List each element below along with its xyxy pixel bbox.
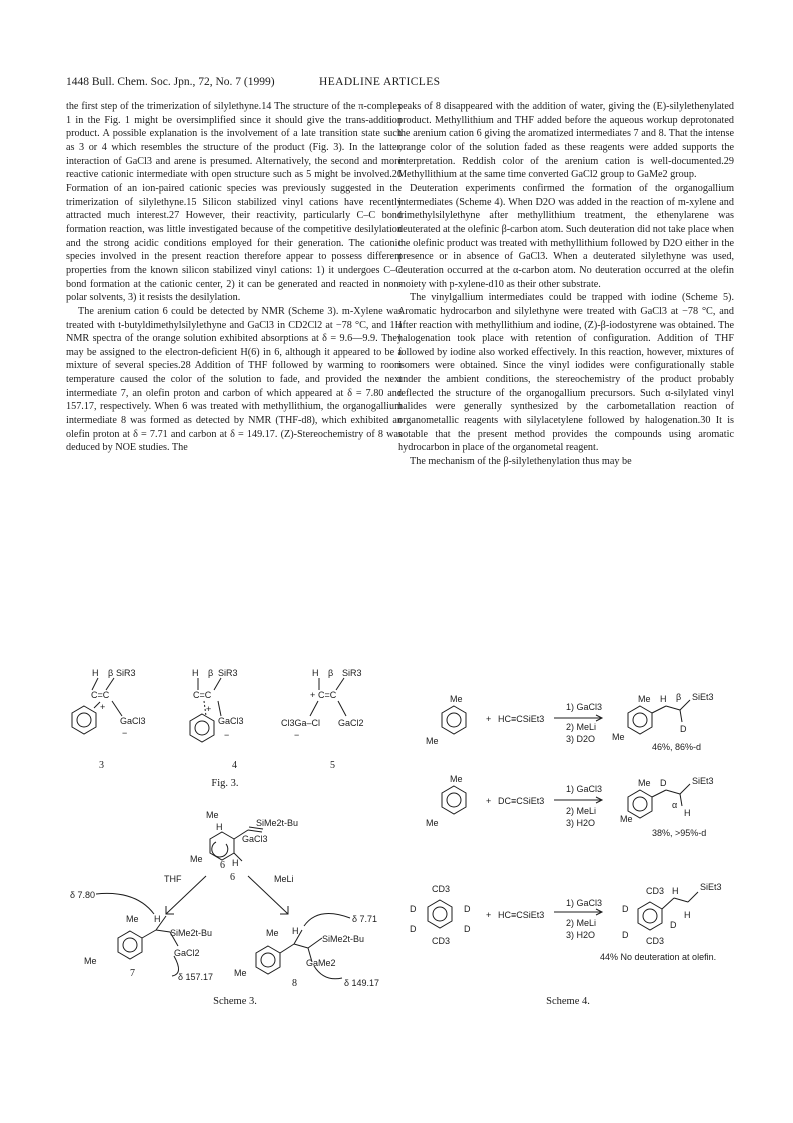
svg-text:D: D — [622, 930, 629, 940]
svg-text:1) GaCl3: 1) GaCl3 — [566, 702, 603, 712]
svg-text:C=C: C=C — [318, 690, 337, 700]
svg-text:SiMe2t-Bu: SiMe2t-Bu — [322, 934, 365, 944]
svg-text:Me: Me — [206, 810, 219, 820]
svg-text:SiR3: SiR3 — [218, 668, 238, 678]
svg-text:−: − — [224, 730, 230, 740]
svg-text:2) MeLi: 2) MeLi — [566, 918, 597, 928]
svg-text:SiEt3: SiEt3 — [700, 882, 722, 892]
compound-label-3: 3 — [99, 760, 104, 771]
section-title: HEADLINE ARTICLES — [319, 76, 441, 88]
svg-text:H: H — [192, 668, 199, 678]
svg-text:CD3: CD3 — [646, 886, 665, 896]
paragraph: The mechanism of the β-silylethenylation thus may be — [410, 456, 632, 468]
svg-text:H: H — [684, 808, 691, 818]
page-header — [66, 76, 746, 92]
compound-label-7: 7 — [130, 968, 135, 979]
svg-text:GaMe2: GaMe2 — [306, 958, 336, 968]
result-1: 46%, 86%-d — [652, 742, 702, 752]
paragraph: the first step of the trimerization of silylethyne.14 The structure of the π-complex 1 in the Fig. 1 might be oversimplified since it should give the trans-addition product. A possible explanation is the involvement of a late transition state such as 3 or 4 which resembles the structure of the product (Fig. 3). In the latter, interaction of GaCl3 and arene is presumed. Alternatively, the second and more reactive cationic intermediate with open structure such as 5 might be involved.26 Formation of an ion-paired cationic species was previously suggested in the trimerization of silylethyne.15 Silicon stabilized vinyl cations have recently attracted much interest.27 However, their reactivity, particularly C–C bond formation reaction, was little investigated because of the competitive desilylation and the strong acidic conditions employed for their generation. The cationic species involved in the present reaction therefore appear to possess different properties from the known silicon stabilized vinyl cations: 1) it undergoes C–C bond formation at the cationic center, 2) it can be generated and reacted in non-polar solvents, 3) it resists the desilylation. — [66, 101, 402, 304]
svg-text:C=C: C=C — [91, 690, 110, 700]
svg-text:Me: Me — [426, 736, 439, 746]
paragraph: peaks of 8 disappeared with the addition of water, giving the (E)-silylethenylated product. Methyllithium and THF added before the aqueous workup deprotonated the arenium cation 6 giving the aromatized intermediates 7 and 8. That the intense orange color of the solution faded as these reagents were added supports the interpretation. Reddish color of the arenium cation is well-documented.29 Methyllithium at the same time converted GaCl2 group to GaMe2 group. — [398, 101, 734, 181]
svg-text:D: D — [464, 924, 471, 934]
svg-text:H: H — [312, 668, 319, 678]
svg-text:H: H — [154, 914, 161, 924]
svg-text:Me: Me — [612, 732, 625, 742]
svg-text:SiEt3: SiEt3 — [692, 692, 714, 702]
svg-text:D: D — [410, 924, 417, 934]
svg-text:GaCl2: GaCl2 — [174, 948, 200, 958]
svg-text:Me: Me — [450, 694, 463, 704]
svg-text:+: + — [486, 714, 492, 724]
svg-text:2) MeLi: 2) MeLi — [566, 722, 597, 732]
svg-text:+: + — [486, 910, 492, 920]
alkyne-1: HC≡CSiEt3 — [498, 714, 545, 724]
compound-label-4: 4 — [232, 760, 237, 771]
svg-text:Me: Me — [450, 774, 463, 784]
reagent-meli: MeLi — [274, 874, 294, 884]
svg-text:D: D — [464, 904, 471, 914]
svg-text:GaCl3: GaCl3 — [120, 716, 146, 726]
fig3-structures — [66, 664, 406, 774]
svg-text:D: D — [622, 904, 629, 914]
svg-text:3) H2O: 3) H2O — [566, 818, 596, 828]
svg-text:H: H — [232, 858, 239, 868]
scheme3-diagram — [66, 806, 396, 996]
svg-text:2) MeLi: 2) MeLi — [566, 806, 597, 816]
shift-h7: δ 7.80 — [70, 890, 96, 900]
svg-text:D: D — [680, 724, 687, 734]
svg-text:CD3: CD3 — [432, 884, 451, 894]
svg-text:GaCl3: GaCl3 — [218, 716, 244, 726]
svg-text:−: − — [294, 730, 300, 740]
svg-text:1) GaCl3: 1) GaCl3 — [566, 898, 603, 908]
svg-text:H: H — [684, 910, 691, 920]
svg-text:+: + — [206, 704, 212, 714]
svg-text:Me: Me — [620, 814, 633, 824]
paragraph: Deuteration experiments confirmed the formation of the organogallium intermediates (Scheme 4). When D2O was added in the reaction of m-xylene and trimethylsilylethyne after methyllithium treatment, the ethenylarene was deuterated at the olefinic β-carbon atom. Such deuteration did not take place when the olefinic product was treated with methyllithium followed by D2O either in the presence or in absence of GaCl3. When a deuterated silylethyne was used, deuteration occurred at the α-carbon atom. No deuteration occurred at the olefin moiety with p-xylene-d10 as their other substrate. — [398, 182, 734, 290]
svg-text:SiR3: SiR3 — [342, 668, 362, 678]
svg-text:Me: Me — [638, 778, 651, 788]
result-2: 38%, >95%-d — [652, 828, 707, 838]
compound-label-5: 5 — [330, 760, 335, 771]
svg-text:+: + — [100, 702, 106, 712]
scheme4-caption: Scheme 4. — [546, 996, 590, 1007]
svg-text:D: D — [410, 904, 417, 914]
svg-text:3) D2O: 3) D2O — [566, 734, 596, 744]
svg-text:β: β — [328, 668, 334, 678]
svg-text:SiR3: SiR3 — [116, 668, 136, 678]
svg-text:+: + — [310, 690, 316, 700]
svg-text:1) GaCl3: 1) GaCl3 — [566, 784, 603, 794]
shift-h8: δ 7.71 — [352, 914, 378, 924]
paragraph: The vinylgallium intermediates could be trapped with iodine (Scheme 5). Aromatic hydrocarbon and silylethyne were treated with GaCl3 at −78 °C, and after reaction with methyllithium and iodine, (Z)-β-iodostyrene was obtained. The halogenation took place with retention of configuration. Addition of THF followed by iodine also worked effectively. In this reaction, however, mixtures of isomers were obtained. Since the vinyl iodides were configurationally stable under the ambient conditions, the stereochemistry of the product probably reflected the structure of the organogallium precursors. Such α-silylated vinyl halides were generally synthesized by the carbometallation reaction of organometallic reagents with silylacetylene followed by halogenation.30 It is notable that the present method provides the compounds using aromatic hydrocarbon in place of the organometal reagent. — [398, 292, 734, 454]
svg-text:3) H2O: 3) H2O — [566, 930, 596, 940]
shift-c8: δ 149.17 — [344, 978, 380, 988]
svg-text:Me: Me — [266, 928, 279, 938]
alkyne-2: DC≡CSiEt3 — [498, 796, 545, 806]
result-3: 44% No deuteration at olefin. — [600, 952, 717, 962]
svg-text:H: H — [216, 822, 223, 832]
paragraph: The arenium cation 6 could be detected by NMR (Scheme 3). m-Xylene was treated with t-butyldimethylsilylethyne and GaCl3 in CD2Cl2 at −78 °C, and 1H NMR spectra of the orange solution exhibited absorptions at δ = 9.6—9.9. They may be assigned to the electron-deficient H(6) in 6, although it appeared to be a mixture of several species.28 Addition of THF followed by warming to room temperature caused the color of the solution to fade, and provided the next intermediate 7, an olefin proton and carbon of which appeared at δ = 7.80 and 157.17, respectively. When 6 was treated with methyllithium, the organogallium intermediate 8 was formed as detected by NMR (THF-d8), which exhibited an olefin proton at δ = 7.71 and carbon at δ = 149.17. (Z)-Stereochemistry of 8 was deduced by NOE studies. The — [66, 305, 402, 454]
compound-label-6a: 6 — [220, 860, 225, 871]
svg-text:SiMe2t-Bu: SiMe2t-Bu — [170, 928, 213, 938]
scheme3-caption: Scheme 3. — [213, 996, 257, 1007]
svg-text:H: H — [292, 926, 299, 936]
left-text-column — [66, 100, 402, 455]
svg-text:Me: Me — [638, 694, 651, 704]
svg-text:−: − — [122, 728, 128, 738]
svg-text:Me: Me — [234, 968, 247, 978]
scheme4-diagram — [402, 676, 732, 976]
svg-text:SiEt3: SiEt3 — [692, 776, 714, 786]
fig3-caption: Fig. 3. — [211, 778, 239, 789]
compound-label-6: 6 — [230, 872, 235, 883]
svg-text:Me: Me — [126, 914, 139, 924]
reagent-thf: THF — [164, 874, 182, 884]
svg-text:Me: Me — [190, 854, 203, 864]
svg-text:D: D — [660, 778, 667, 788]
alkyne-3: HC≡CSiEt3 — [498, 910, 545, 920]
svg-text:C=C: C=C — [193, 690, 212, 700]
svg-text:H: H — [672, 886, 679, 896]
svg-text:SiMe2t-Bu: SiMe2t-Bu — [256, 818, 299, 828]
svg-text:GaCl2: GaCl2 — [338, 718, 364, 728]
svg-text:CD3: CD3 — [432, 936, 451, 946]
svg-text:α: α — [672, 800, 678, 810]
compound-label-8: 8 — [292, 978, 297, 989]
svg-text:Me: Me — [426, 818, 439, 828]
shift-c7: δ 157.17 — [178, 972, 214, 982]
svg-text:H: H — [92, 668, 99, 678]
svg-text:CD3: CD3 — [646, 936, 665, 946]
svg-text:β: β — [676, 692, 682, 702]
svg-text:GaCl3: GaCl3 — [242, 834, 268, 844]
right-text-column — [398, 100, 734, 469]
svg-text:β: β — [208, 668, 214, 678]
beta-label: β — [108, 668, 114, 678]
svg-text:Me: Me — [84, 956, 97, 966]
svg-text:D: D — [670, 920, 677, 930]
svg-text:+: + — [486, 796, 492, 806]
svg-text:H: H — [660, 694, 667, 704]
journal-citation: 1448 Bull. Chem. Soc. Jpn., 72, No. 7 (1999) — [66, 76, 275, 88]
svg-text:Cl3Ga–Cl: Cl3Ga–Cl — [281, 718, 321, 728]
